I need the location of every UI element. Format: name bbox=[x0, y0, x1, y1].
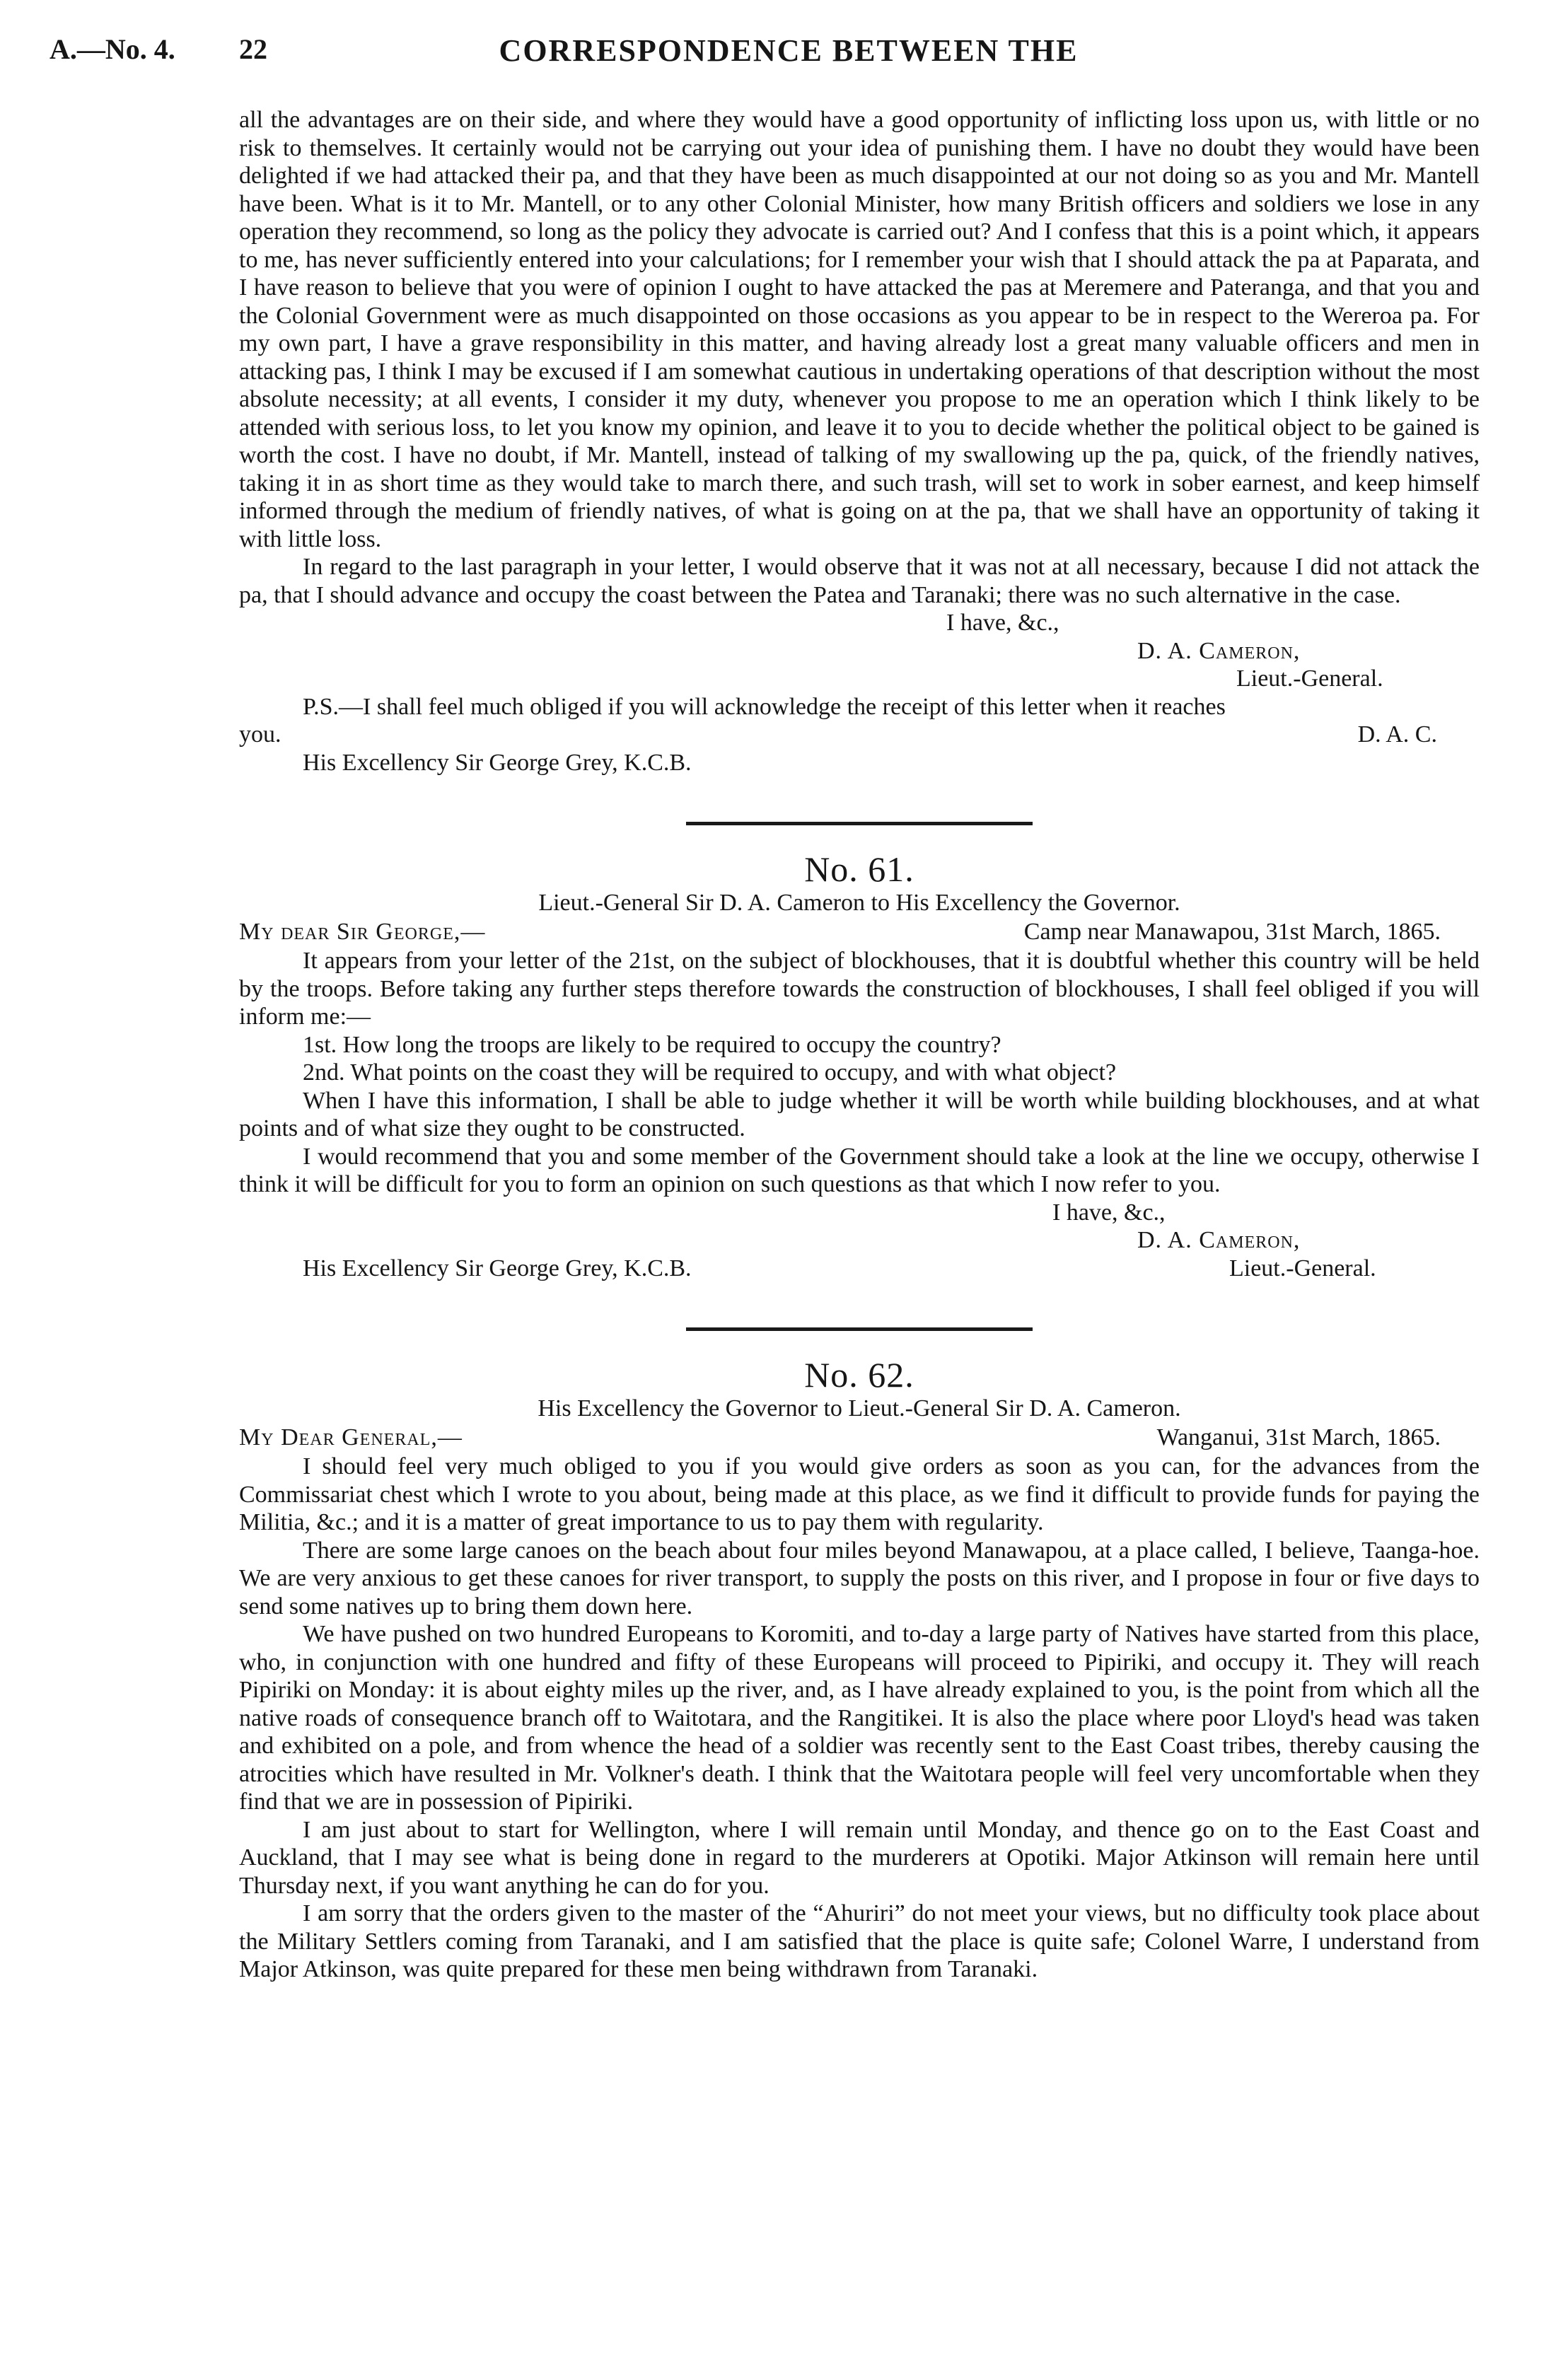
page-header bbox=[50, 33, 1528, 82]
running-title: CORRESPONDENCE BETWEEN THE bbox=[499, 33, 1079, 68]
addressee: His Excellency Sir George Grey, K.C.B. bbox=[303, 749, 692, 776]
letter-62 bbox=[239, 1355, 1480, 1984]
signature: D. A. Cameron, bbox=[1137, 637, 1301, 664]
body-paragraph: There are some large canoes on the beach about four miles beyond Manawapou, at a place called, I believe, Taanga-hoe. We are very anxious to get these canoes for river transport, to supply the posts on this river, and I propose in four or five days to send some natives up to bring them down here. bbox=[239, 1537, 1480, 1620]
place-date: Camp near Manawapou, 31st March, 1865. bbox=[1023, 919, 1441, 945]
body-paragraph: I am sorry that the orders given to the master of the “Ahuriri” do not meet your views, but no difficulty took place about the Military Settlers coming from Taranaki, and I am satisfied that the place is quite safe; Colonel Warre, I understand from Major Atkinson, was quite prepared for these men being withdrawn from Taranaki. bbox=[239, 1900, 1480, 1982]
postscript-end: you. bbox=[239, 721, 281, 748]
addressee: His Excellency Sir George Grey, K.C.B. bbox=[303, 1255, 692, 1281]
salutation: My dear Sir George,— bbox=[239, 919, 486, 945]
body-paragraph: It appears from your letter of the 21st, on the subject of blockhouses, that it is doubtful whether this country will be held by the troops. Before taking any further steps therefore towards the construction of blockhouses, I shall feel obliged if you will inform me:— bbox=[239, 948, 1480, 1030]
letter-description: His Excellency the Governor to Lieut.-General Sir D. A. Cameron. bbox=[538, 1395, 1181, 1421]
section-divider bbox=[686, 822, 1033, 825]
rank: Lieut.-General. bbox=[1229, 1255, 1376, 1281]
signature: D. A. Cameron, bbox=[1137, 1227, 1301, 1253]
body-paragraph: In regard to the last paragraph in your letter, I would observe that it was not at all necessary, because I did not attack the pa, that I should advance and occupy the coast between the Patea and Taranaki; there was no such alternative in the case. bbox=[239, 554, 1480, 608]
document-reference: A.—No. 4. bbox=[50, 33, 175, 65]
postscript-end-line bbox=[239, 721, 1480, 749]
question-item: 1st. How long the troops are likely to be required to occupy the country? bbox=[303, 1031, 1001, 1058]
signature-line bbox=[239, 1226, 1480, 1255]
closing-line bbox=[239, 609, 1480, 637]
body-paragraph: I should feel very much obliged to you if you would give orders as soon as you can, for the advances from the Commissariat chest which I wrote to you about, being made at this place, as we find it difficult to provide funds for paying the Militia, &c.; and it is a matter of great importance to us to pay them with regularity. bbox=[239, 1453, 1480, 1535]
salutation-row bbox=[239, 917, 1480, 947]
page-number: 22 bbox=[239, 33, 267, 65]
body-paragraph: When I have this information, I shall be able to judge whether it will be worth while building blockhouses, and at what points and of what size they ought to be constructed. bbox=[239, 1087, 1480, 1141]
letter-61 bbox=[239, 849, 1480, 1282]
closing: I have, &c., bbox=[1052, 1199, 1166, 1226]
body-paragraph: I would recommend that you and some member of the Government should take a look at the line we occupy, otherwise I think it will be difficult for you to form an opinion on such questions as that which I now refer to you. bbox=[239, 1143, 1480, 1197]
addressee-line bbox=[239, 749, 1480, 777]
letter-60-continuation bbox=[239, 106, 1480, 777]
section-divider bbox=[686, 1327, 1033, 1331]
salutation-row bbox=[239, 1423, 1480, 1453]
place-date: Wanganui, 31st March, 1865. bbox=[1156, 1424, 1441, 1450]
postscript-initials: D. A. C. bbox=[1357, 721, 1437, 748]
body-paragraph: We have pushed on two hundred Europeans to Koromiti, and to-day a large party of Natives have started from this place, who, in conjunction with one hundred and fifty of these Europeans will proceed to Pipiriki, and occupy it. They will reach Pipiriki on Monday: it is about eighty miles up the river, and, as I have already explained to you, is the point from which all the native roads of consequence branch off to Waitotara, and the Rangitikei. It is also the place where poor Lloyd's head was taken and exhibited on a pole, and from whence the head of a soldier was recently sent to the East Coast tribes, thereby causing the atrocities which have resulted in Mr. Volkner's death. I think that the Waitotara people will feel very uncomfortable when they find that we are in possession of Pipiriki. bbox=[239, 1621, 1480, 1815]
postscript: P.S.—I shall feel much obliged if you will acknowledge the receipt of this letter when it reaches bbox=[303, 693, 1226, 720]
closing-line bbox=[239, 1199, 1480, 1227]
addressee-line bbox=[239, 1255, 1480, 1283]
rank-line bbox=[239, 665, 1480, 693]
page-body bbox=[239, 106, 1480, 1984]
body-paragraph: all the advantages are on their side, and where they would have a good opportunity of inflicting loss upon us, with little or no risk to themselves. It certainly would not be carrying out your idea of punishing them. I have no doubt they would have been delighted if we had attacked their pa, and that they have been as much disappointed at our not doing so as you and Mr. Mantell have been. What is it to Mr. Mantell, or to any other Colonial Minister, how many British officers and soldiers we lose in any operation they recommend, so long as the policy they advocate is carried out? And I confess that this is a point which, it appears to me, has never sufficiently entered into your calculations; for I remember your wish that I should attack the pa at Paparata, and I have reason to believe that you were of opinion I ought to have attacked the pas at Meremere and Pateranga, and that you and the Colonial Government were as much disappointed on those occasions as you appear to be in respect to the Wereroa pa. For my own part, I have a grave responsibility in this matter, and having already lost a great many valuable officers and men in attacking pas, I think I may be excused if I am somewhat cautious in undertaking operations of that description without the most absolute necessity; at all events, I consider it my duty, whenever you propose to me an operation which I think likely to be attended with serious loss, to let you know my opinion, and leave it to you to decide whether the political object to be gained is worth the cost. I have no doubt, if Mr. Mantell, instead of talking of my swallowing up the pa, quick, of the friendly natives, taking it in as short time as they would take to march there, and such trash, will set to work in sober earnest, and keep himself informed through the medium of friendly natives, of what is going on at the pa, that we shall have an opportunity of taking it with little loss. bbox=[239, 107, 1480, 552]
letter-number: No. 62. bbox=[804, 1355, 914, 1395]
salutation: My Dear General,— bbox=[239, 1424, 463, 1450]
letter-description: Lieut.-General Sir D. A. Cameron to His Excellency the Governor. bbox=[538, 890, 1180, 916]
question-item: 2nd. What points on the coast they will be required to occupy, and with what object? bbox=[303, 1059, 1117, 1086]
closing: I have, &c., bbox=[946, 610, 1059, 636]
letter-number: No. 61. bbox=[804, 849, 914, 889]
rank: Lieut.-General. bbox=[1236, 665, 1383, 692]
signature-line bbox=[239, 637, 1480, 665]
body-paragraph: I am just about to start for Wellington, where I will remain until Monday, and thence go on to the East Coast and Auckland, that I may see what is being done in regard to the murderers at Opotiki. Major Atkinson will remain here until Thursday next, if you want anything he can do for you. bbox=[239, 1816, 1480, 1899]
